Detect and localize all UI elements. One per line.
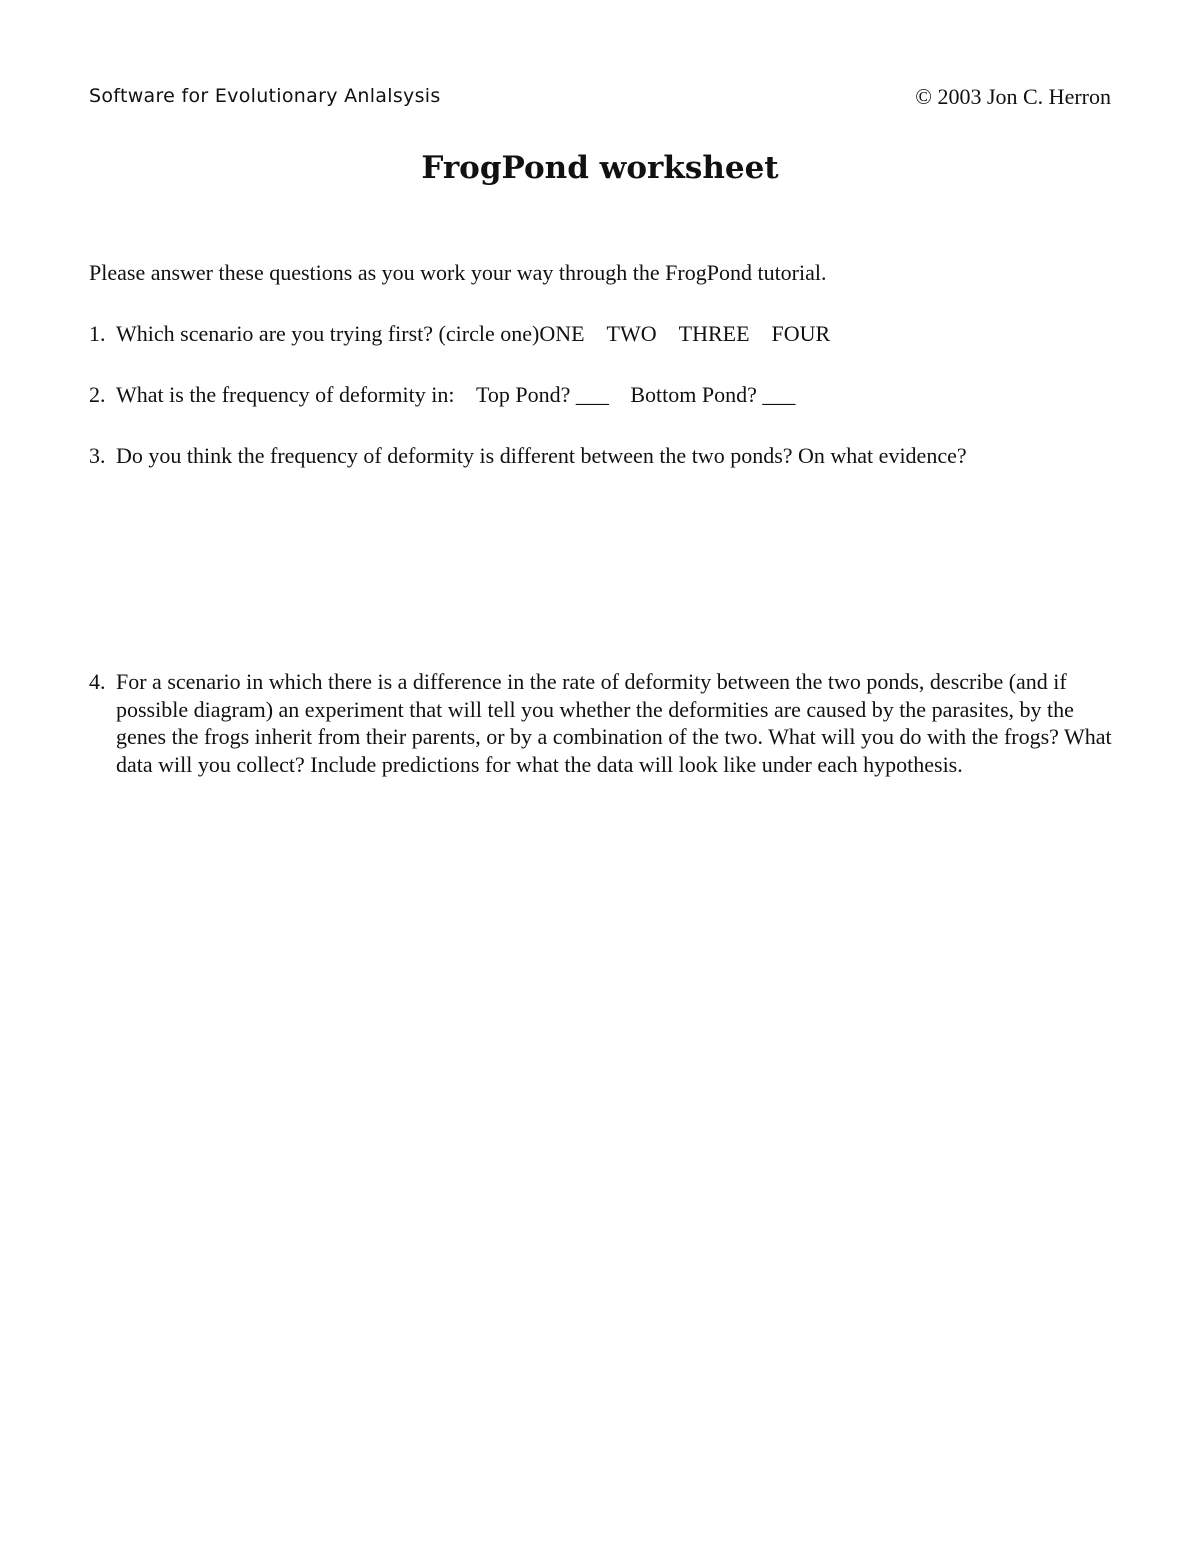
- question-4: [89, 668, 1119, 778]
- top-pond-label: Top Pond?: [475, 382, 571, 407]
- question-number: 3.: [89, 443, 106, 468]
- question-1: [89, 320, 1119, 348]
- bottom-pond-blank[interactable]: ___: [762, 382, 796, 407]
- option-one[interactable]: ONE: [539, 321, 585, 346]
- question-text: Do you think the frequency of deformity is different between the two ponds? On what evidence?: [116, 443, 967, 468]
- bottom-pond-label: Bottom Pond?: [630, 382, 757, 407]
- question-number: 4.: [89, 669, 106, 694]
- option-three[interactable]: THREE: [678, 321, 750, 346]
- page-title: FrogPond worksheet: [421, 150, 779, 186]
- option-four[interactable]: FOUR: [771, 321, 831, 346]
- question-2: [89, 381, 1119, 409]
- question-number: 1.: [89, 321, 106, 346]
- question-3: [89, 442, 1119, 470]
- intro-text: Please answer these questions as you work your way through the FrogPond tutorial.: [89, 260, 827, 285]
- header-left-text: Software for Evolutionary Anlalsysis: [89, 85, 441, 107]
- question-text: For a scenario in which there is a difference in the rate of deformity between the two ponds, describe (and if possible diagram) an experiment that will tell you whether the deformities are caused by the parasites, by the genes the frogs inherit from their parents, or by a combination of the two. What will you do with the frogs? What data will you collect? Include predictions for what the data will look like under each hypothesis.: [116, 669, 1112, 777]
- option-two[interactable]: TWO: [606, 321, 657, 346]
- question-number: 2.: [89, 382, 106, 407]
- question-text: Which scenario are you trying first? (circle one): [116, 321, 540, 346]
- top-pond-blank[interactable]: ___: [575, 382, 609, 407]
- question-text: What is the frequency of deformity in:: [116, 382, 455, 407]
- header-copyright: © 2003 Jon C. Herron: [915, 84, 1111, 109]
